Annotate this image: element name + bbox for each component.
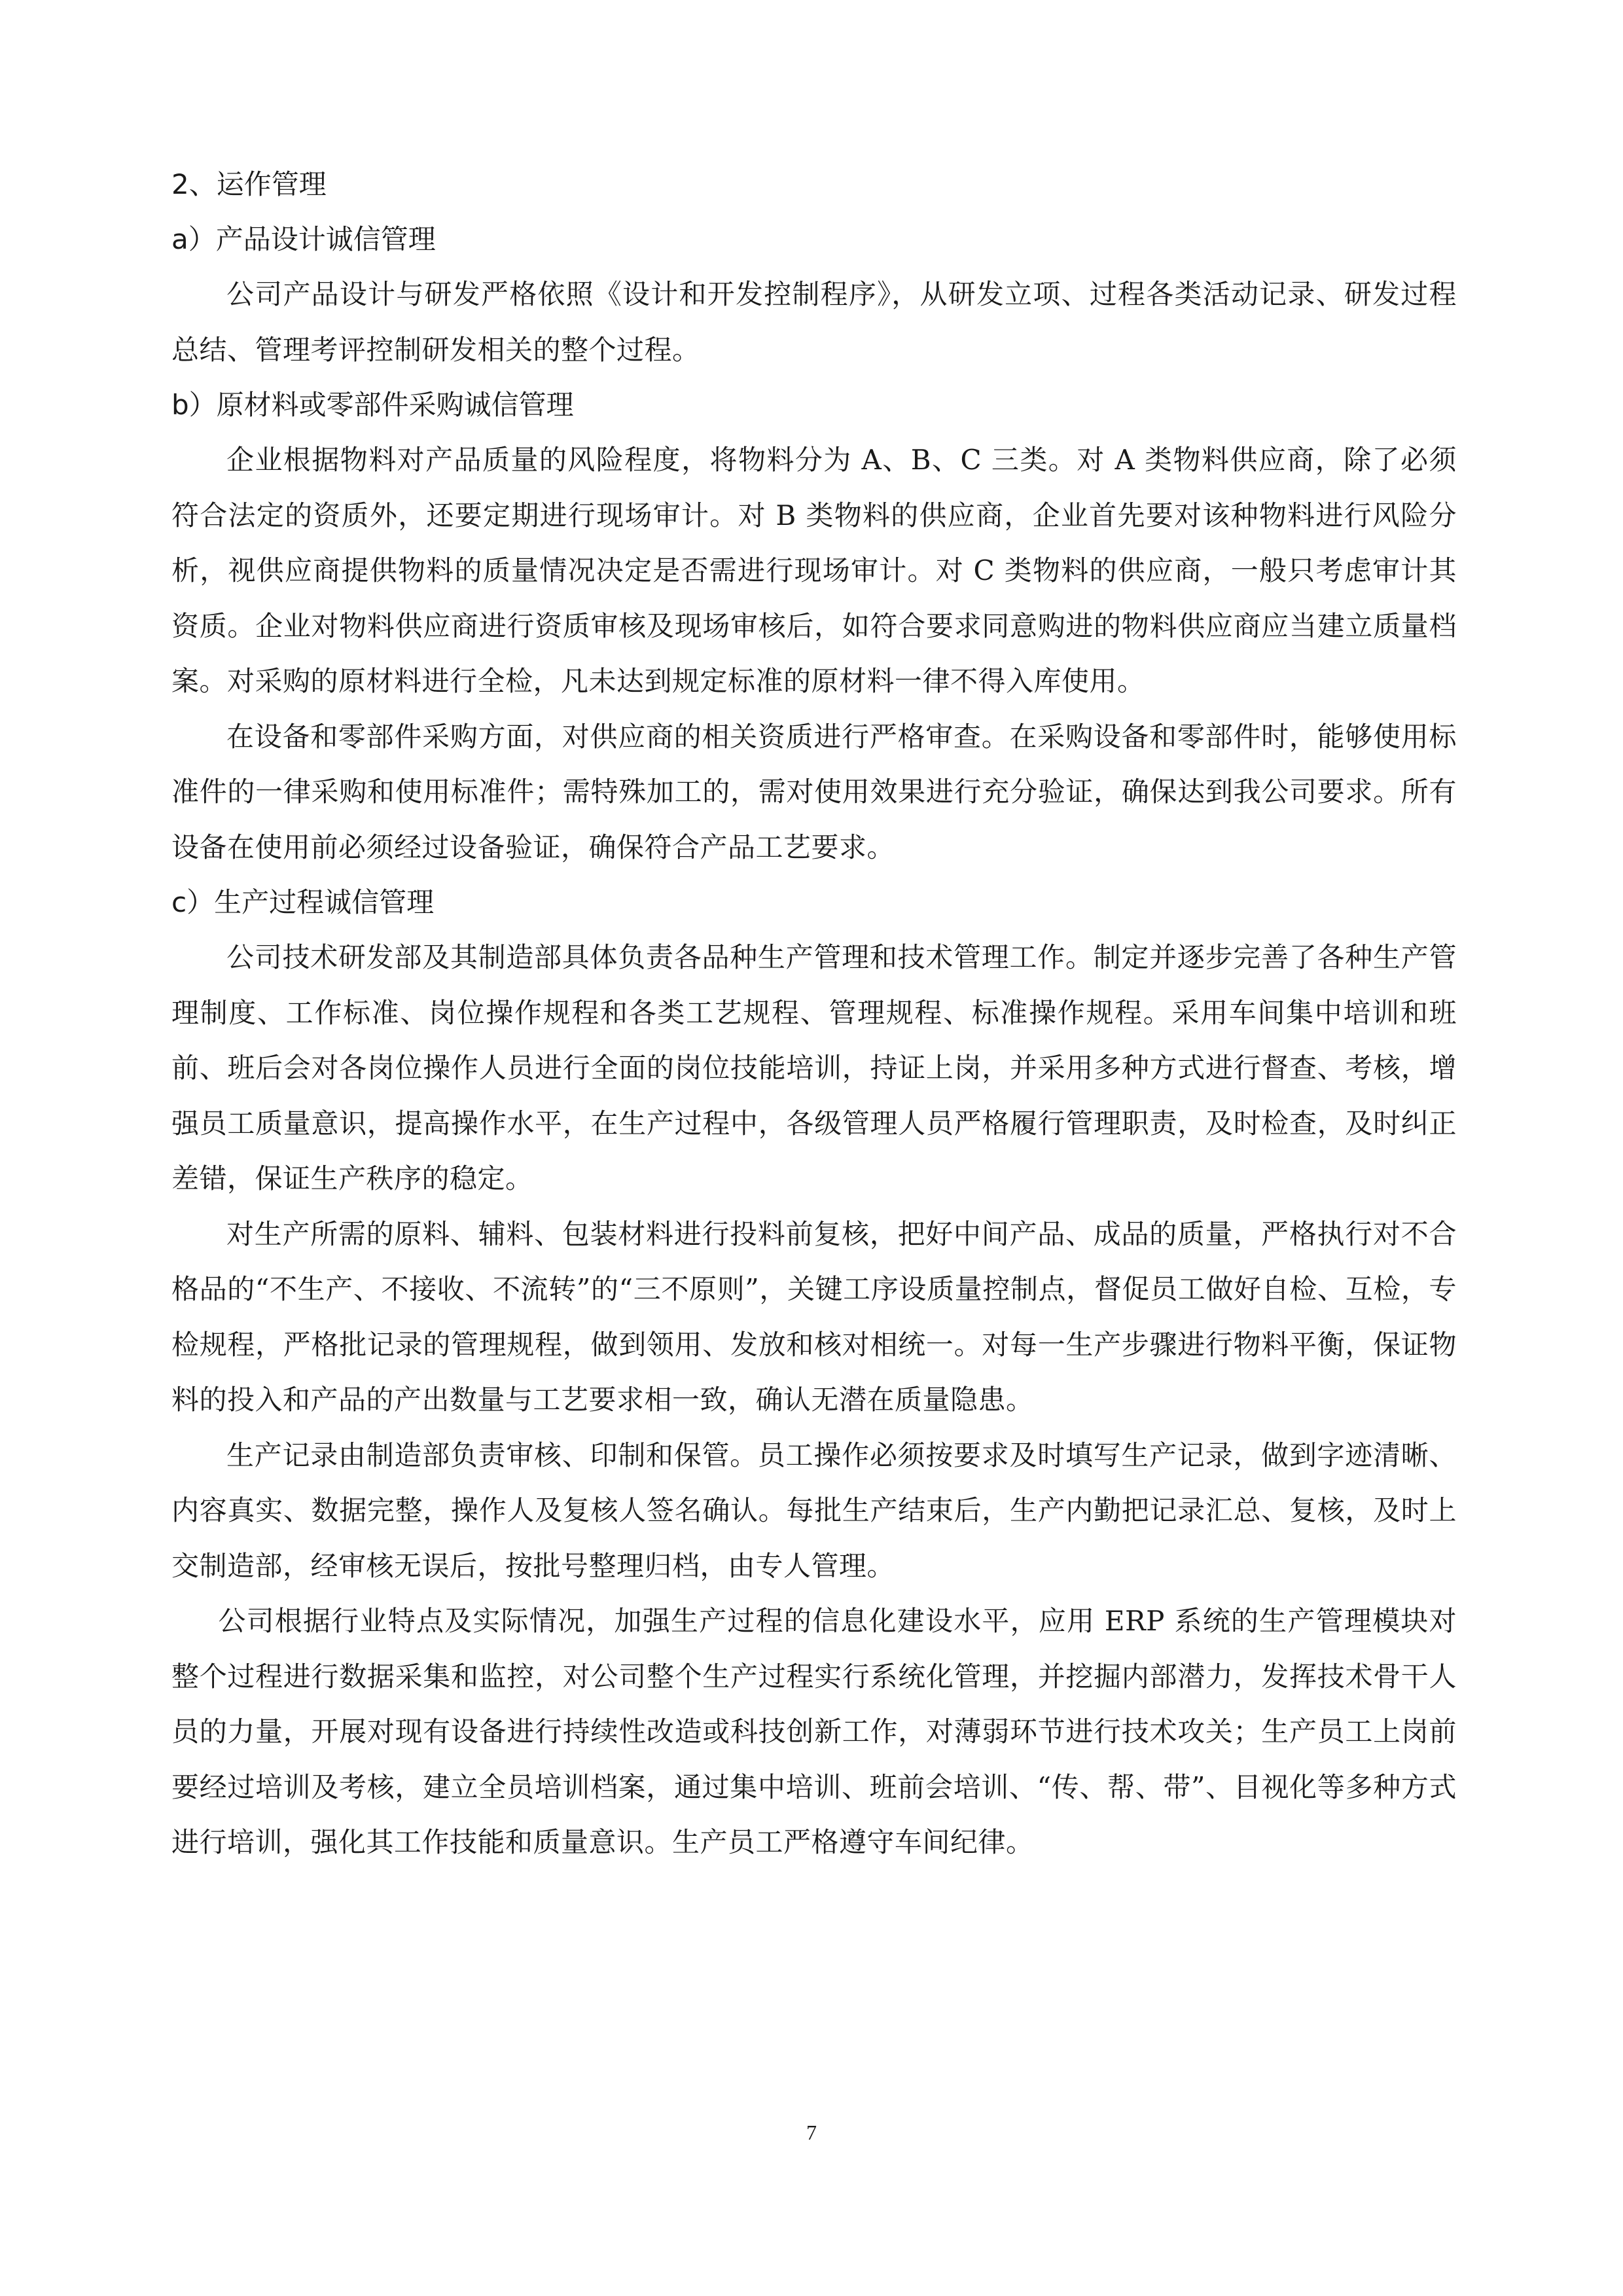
section-heading: 2、运作管理 <box>171 168 327 200</box>
subsection-b-heading: b）原材料或零部件采购诚信管理 <box>171 389 574 421</box>
paragraph-production-management: 公司技术研发部及其制造部具体负责各品种生产管理和技术管理工作。制定并逐步完善了各种生产管理制度、工作标准、岗位操作规程和各类工艺规程、管理规程、标准操作规程。采用车间集中培训和班前、班后会对各岗位操作人员进行全面的岗位技能培训，持证上岗，并采用多种方式进行督查、考核，增强员工质量意识，提高操作水平，在生产过程中，各级管理人员严格履行管理职责，及时检查，及时纠正差错，保证生产秩序的稳定。 <box>171 941 1457 1194</box>
document-body <box>171 157 1457 1871</box>
paragraph-material-review: 对生产所需的原料、辅料、包装材料进行投料前复核，把好中间产品、成品的质量，严格执行对不合格品的“不生产、不接收、不流转”的“三不原则”，关键工序设质量控制点，督促员工做好自检、互检，专检规程，严格批记录的管理规程，做到领用、发放和核对相统一。对每一生产步骤进行物料平衡，保证物料的投入和产品的产出数量与工艺要求相一致，确认无潜在质量隐患。 <box>171 1217 1457 1416</box>
paragraph-informatization: 公司根据行业特点及实际情况，加强生产过程的信息化建设水平，应用 ERP 系统的生产管理模块对整个过程进行数据采集和监控，对公司整个生产过程实行系统化管理，并挖掘内部潜力，发挥技术骨干人员的力量，开展对现有设备进行持续性改造或科技创新工作，对薄弱环节进行技术攻关；生产员工上岗前要经过培训及考核，建立全员培训档案，通过集中培训、班前会培训、“传、帮、带”、目视化等多种方式进行培训，强化其工作技能和质量意识。生产员工严格遵守车间纪律。 <box>171 1605 1457 1858</box>
paragraph-production-records: 生产记录由制造部负责审核、印制和保管。员工操作必须按要求及时填写生产记录，做到字迹清晰、内容真实、数据完整，操作人及复核人签名确认。每批生产结束后，生产内勤把记录汇总、复核，及时上交制造部，经审核无误后，按批号整理归档，由专人管理。 <box>171 1439 1457 1582</box>
subsection-a-heading: a）产品设计诚信管理 <box>171 223 436 255</box>
subsection-c-heading: c）生产过程诚信管理 <box>171 886 435 918</box>
page-number: 7 <box>806 2121 817 2144</box>
paragraph-equipment-procurement: 在设备和零部件采购方面，对供应商的相关资质进行严格审查。在采购设备和零部件时，能够使用标准件的一律采购和使用标准件；需特殊加工的，需对使用效果进行充分验证，确保达到我公司要求。所有设备在使用前必须经过设备验证，确保符合产品工艺要求。 <box>171 720 1457 863</box>
paragraph-design: 公司产品设计与研发严格依照《设计和开发控制程序》，从研发立项、过程各类活动记录、研发过程总结、管理考评控制研发相关的整个过程。 <box>171 278 1457 366</box>
paragraph-material-classification: 企业根据物料对产品质量的风险程度，将物料分为 A、B、C 三类。对 A 类物料供应商，除了必须符合法定的资质外，还要定期进行现场审计。对 B 类物料的供应商，企业首先要对该种物料进行风险分析，视供应商提供物料的质量情况决定是否需进行现场审计。对 C 类物料的供应商，一般只考虑审计其资质。企业对物料供应商进行资质审核及现场审核后，如符合要求同意购进的物料供应商应当建立质量档案。对采购的原材料进行全检，凡未达到规定标准的原材料一律不得入库使用。 <box>171 444 1457 697</box>
